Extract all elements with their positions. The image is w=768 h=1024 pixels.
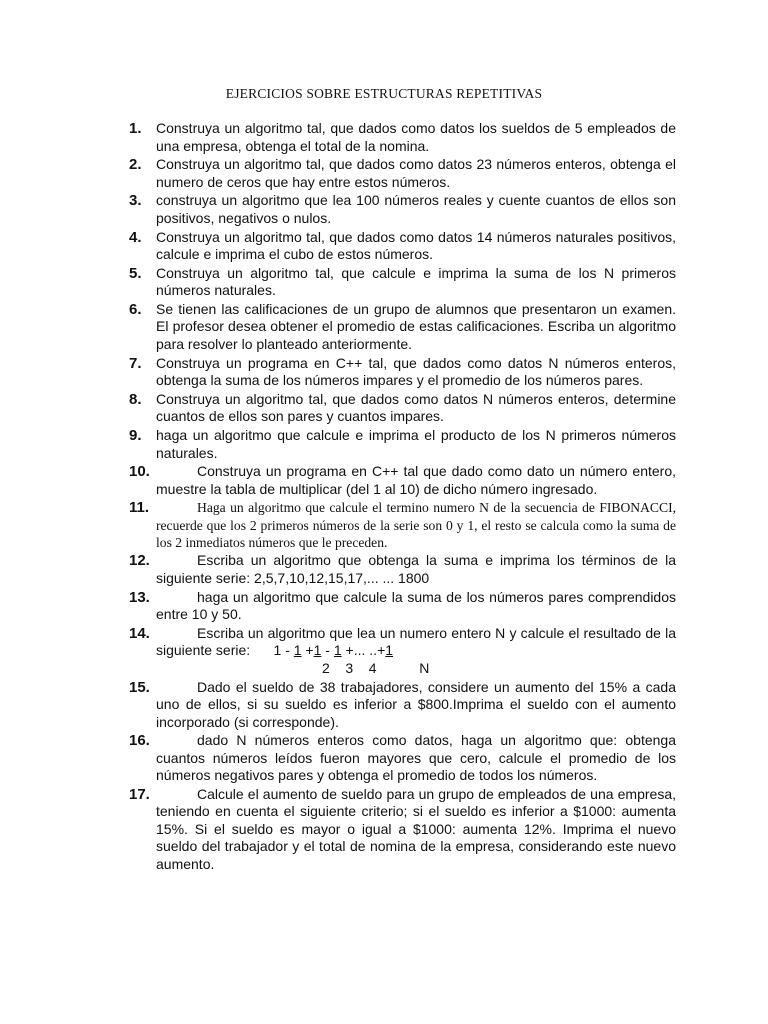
item-text-content: haga un algoritmo que calcule la suma de los números pares comprendidos entre 10 y 50. — [156, 588, 676, 623]
list-item — [129, 463, 676, 498]
item-text — [156, 499, 676, 551]
item-text — [156, 463, 676, 498]
list-item — [129, 786, 676, 874]
item-text-content: dado N números enteros como datos, haga un algoritmo que: obtenga cuantos números leídos fueron mayores que cero, calcule el promedio de los números negativos pares y obtenga el promedio de todos los números. — [156, 732, 676, 784]
item-text: Construya un algoritmo tal, que dados como datos los sueldos de 5 empleados de una empresa, obtenga el total de la nomina. — [156, 120, 676, 154]
item-number: 15. — [129, 678, 150, 696]
item-text: Construya un programa en C++ tal, que dados como datos N números enteros, obtenga la suma de los números impares y el promedio de los números pares. — [156, 354, 676, 389]
item-number: 8. — [129, 390, 142, 408]
item-number: 5. — [129, 264, 142, 282]
item-number: 6. — [129, 300, 142, 318]
item-text-content: Haga un algoritmo que calcule el termino numero N de la secuencia de FIBONACCI, recuerde que los 2 primeros números de la serie son 0 y 1, el resto se calcula como la suma de los 2 inmediatos números que le preceden. — [156, 500, 676, 550]
series-formula: 1 - 1 +1 - 1 +... ..+1 — [273, 642, 394, 659]
list-item — [129, 589, 676, 624]
item-text-content: Escriba un algoritmo que lea un numero entero N y calcule el resultado de la siguiente serie: — [156, 624, 676, 659]
item-text — [156, 625, 676, 678]
item-number: 2. — [129, 156, 142, 174]
list-item — [129, 156, 676, 191]
list-item — [129, 427, 676, 462]
item-number: 4. — [129, 228, 142, 246]
list-item — [129, 679, 676, 732]
item-number: 7. — [129, 354, 142, 372]
list-item — [129, 732, 676, 785]
item-text: Se tienen las calificaciones de un grupo de alumnos que presentaron un examen. El profesor desea obtener el promedio de estas calificaciones. Escriba un algoritmo para resolver lo planteado anteriormente. — [156, 300, 676, 352]
item-text — [156, 589, 676, 624]
list-item — [129, 265, 676, 300]
item-number: 14. — [129, 624, 150, 642]
list-item — [129, 499, 676, 551]
item-number: 16. — [129, 732, 150, 750]
item-text: Construya un algoritmo tal, que dados como datos 14 números naturales positivos, calcule e imprima el cubo de estos números. — [156, 228, 676, 263]
item-text — [156, 732, 676, 785]
list-item — [129, 552, 676, 587]
item-text-content: Construya un programa en C++ tal que dado como dato un número entero, muestre la tabla de multiplicar (del 1 al 10) de dicho número ingresado. — [156, 463, 676, 497]
list-item — [129, 120, 676, 155]
item-text: construya un algoritmo que lea 100 números reales y cuente cuantos de ellos son positivos, negativos o nulos. — [156, 192, 676, 226]
item-text-content: Dado el sueldo de 38 trabajadores, considere un aumento del 15% a cada uno de ellos, si su sueldo es inferior a $800.Imprima el sueldo con el aumento incorporado (si corresponde). — [156, 678, 676, 730]
item-text: haga un algoritmo que calcule e imprima el producto de los N primeros números naturales. — [156, 427, 676, 461]
item-text-content: Calcule el aumento de sueldo para un grupo de empleados de una empresa, teniendo en cuenta el siguiente criterio; si el sueldo es inferior a $1000: aumenta 15%. Si el sueldo es mayor o igual a $1000: aumenta 12%. Imprima el nuevo sueldo del trabajador y el total de nomina de la empresa, considerando este nuevo aumento. — [156, 785, 676, 872]
item-text-content: Escriba un algoritmo que obtenga la suma e imprima los términos de la siguiente serie: 2,5,7,10,12,15,17,... ... 1800 — [156, 552, 676, 586]
item-number: 17. — [129, 785, 150, 803]
list-item — [129, 301, 676, 354]
item-number: 10. — [129, 463, 150, 481]
item-number: 3. — [129, 192, 142, 210]
item-number: 12. — [129, 552, 150, 570]
series-denominators: 2 3 4 N — [322, 659, 430, 676]
item-text: Construya un algoritmo tal, que dados como datos N números enteros, determine cuantos de ellos son pares y cuantos impares. — [156, 390, 676, 425]
item-text — [156, 679, 676, 732]
list-item — [129, 391, 676, 426]
page-title: EJERCICIOS SOBRE ESTRUCTURAS REPETITIVAS — [225, 86, 543, 101]
item-text: Construya un algoritmo tal, que dados como datos 23 números enteros, obtenga el numero de ceros que hay entre estos números. — [156, 156, 676, 190]
exercise-list — [129, 120, 676, 875]
item-text — [156, 552, 676, 587]
item-text — [156, 786, 676, 874]
item-number: 13. — [129, 588, 150, 606]
item-number: 11. — [129, 499, 150, 517]
list-item — [129, 192, 676, 227]
item-number: 1. — [129, 120, 142, 137]
list-item — [129, 625, 676, 678]
item-number: 9. — [129, 427, 142, 444]
list-item — [129, 355, 676, 390]
item-text: Construya un algoritmo tal, que calcule e imprima la suma de los N primeros números naturales. — [156, 264, 676, 299]
list-item — [129, 229, 676, 264]
